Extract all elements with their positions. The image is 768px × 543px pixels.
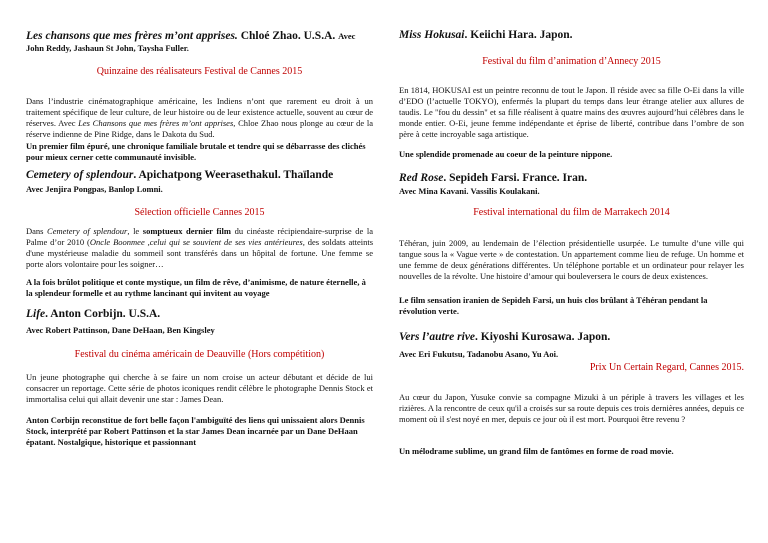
- festival-label: Festival international du film de Marrakech 2014: [473, 207, 670, 218]
- film-director: . Sepideh Farsi. France. Iran.: [443, 172, 588, 184]
- film-title-text: Red Rose: [399, 172, 444, 184]
- film-cast: Avec Eri Fukutsu, Tadanobu Asano, Yu Aoi.: [399, 349, 559, 359]
- film-director: Chloé Zhao. U.S.A.: [240, 30, 336, 42]
- film-cast: Avec Mina Kavani. Vassilis Koulakani.: [399, 186, 540, 196]
- film-synopsis: Dans l’industrie cinématographique américaine, les Indiens n’ont que rarement eu droit à un traitement spécifique de leur culture, de leur histoire ou de leur existence actuelle, souvent au cœur de réserves. Avec Les Chansons que mes frères m’ont apprises, Chloe Zhao nous plonge au cœur de la réserve indienne de Pine Ridge, dans le Dakota du Sud.: [26, 96, 373, 139]
- film-verdict: Un premier film épuré, une chronique familiale brutale et tendre qui se débarrasse des clichés pour mieux cerner cette communauté invisible.: [26, 141, 366, 162]
- film-director: . Apichatpong Weerasethakul. Thaïlande: [133, 169, 334, 181]
- film-cast: Avec Robert Pattinson, Dane DeHaan, Ben Kingsley: [26, 325, 215, 335]
- film-director: . Kiyoshi Kurosawa. Japon.: [475, 331, 611, 343]
- film-title: [399, 331, 744, 344]
- festival-label: Festival du cinéma américain de Deauville (Hors compétition): [74, 349, 325, 360]
- film-verdict: A la fois brûlot politique et conte mystique, un film de rêve, d’animisme, de nature éternelle, à la splendeur formelle et au rythme lancinant qui invitent au voyage: [26, 277, 366, 298]
- film-title-text: Vers l’autre rive: [399, 331, 476, 343]
- film-cast: Avec: [338, 31, 356, 41]
- film-title-text: Miss Hokusai: [399, 29, 465, 41]
- film-title-text: Les chansons que mes frères m’ont apprises.: [26, 30, 238, 42]
- film-synopsis: En 1814, HOKUSAI est un peintre reconnu de tout le Japon. Il réside avec sa fille O-Ei dans la ville d’EDO (l’actuelle TOKYO), enfermés la plupart du temps dans leur étrange atelier aux allures de taudis. Le "fou du dessin" et sa fille réalisent à quatre mains des œuvres aujourd’hui célèbres dans le monde entier. O-Ei, jeune femme indépendante et éprise de liberté, contribue dans l’ombre de son père à cette incroyable saga artistique.: [399, 85, 744, 139]
- film-verdict: Le film sensation iranien de Sepideh Farsi, un huis clos brûlant à Téhéran pendant la révolution verte.: [399, 295, 708, 316]
- film-title-text: Cemetery of splendour: [26, 169, 134, 181]
- film-cast: Avec Jenjira Pongpas, Banlop Lomni.: [26, 184, 163, 194]
- film-synopsis: Un jeune photographe qui cherche à se faire un nom croise un acteur débutant et décide de lui consacrer un reportage. Cette série de photos iconiques rendit célèbre le photographe Dennis Stock et immortalisa celui qui allait devenir une star : James Dean.: [26, 372, 373, 404]
- festival-label: Festival du film d’animation d’Annecy 2015: [482, 56, 661, 67]
- film-title-text: Life: [26, 308, 46, 320]
- film-director: . Keiichi Hara. Japon.: [464, 29, 573, 41]
- film-title: [26, 30, 373, 43]
- festival-label: Quinzaine des réalisateurs Festival de Cannes 2015: [96, 66, 303, 77]
- film-verdict: Une splendide promenade au coeur de la peinture nippone.: [399, 149, 613, 159]
- film-cast: John Reddy, Jashaun St John, Taysha Fuller.: [26, 43, 189, 53]
- film-title: [26, 169, 373, 182]
- film-title: [399, 172, 744, 185]
- festival-label: Sélection officielle Cannes 2015: [134, 207, 265, 218]
- festival-label: Prix Un Certain Regard, Cannes 2015.: [589, 362, 744, 373]
- film-title: [26, 308, 373, 321]
- film-synopsis: Dans Cemetery of splendour, le somptueux dernier film du cinéaste récipiendaire-surprise de la Palme d’or 2010 (Oncle Boonmee ,celui qui se souvient de ses vies antérieures, des soldats atteints d'une mystérieuse maladie du sommeil sont transférés dans un hôpital de fortune. Une femme se porte alors volontaire pour les soigner…: [26, 226, 374, 269]
- film-title: [399, 29, 744, 42]
- film-synopsis: Au cœur du Japon, Yusuke convie sa compagne Mizuki à un périple à travers les villages et les rizières. A la rencontre de ceux qu'il a croisés sur sa route depuis ces trois dernières années, depuis ce moment où il s'est noyé en mer, depuis ce jour où il est mort. Pourquoi être revenu ?: [399, 392, 744, 424]
- film-verdict: Anton Corbijn reconstitue de fort belle façon l'ambiguïté des liens qui unissaient alors Dennis Stock, interprété par Robert Pattinson et la star James Dean incarnée par un Dane DeHaan épatant. Nostalgique, historique et passionnant: [26, 415, 365, 447]
- film-synopsis: Téhéran, juin 2009, au lendemain de l’élection présidentielle usurpée. Le tumulte d’une ville qui tangue sous la « Vague verte » de contestation. Un appartement comme lieu de refuge. Un homme et une femme de deux générations différentes. Un téléphone portable et un ordinateur pour relayer les nouvelles de la révolte. Une histoire d’amour qui bouleversera le cours de deux existences.: [399, 238, 744, 281]
- film-verdict: Un mélodrame sublime, un grand film de fantômes en forme de road movie.: [399, 446, 674, 456]
- film-director: . Anton Corbijn. U.S.A.: [45, 308, 161, 320]
